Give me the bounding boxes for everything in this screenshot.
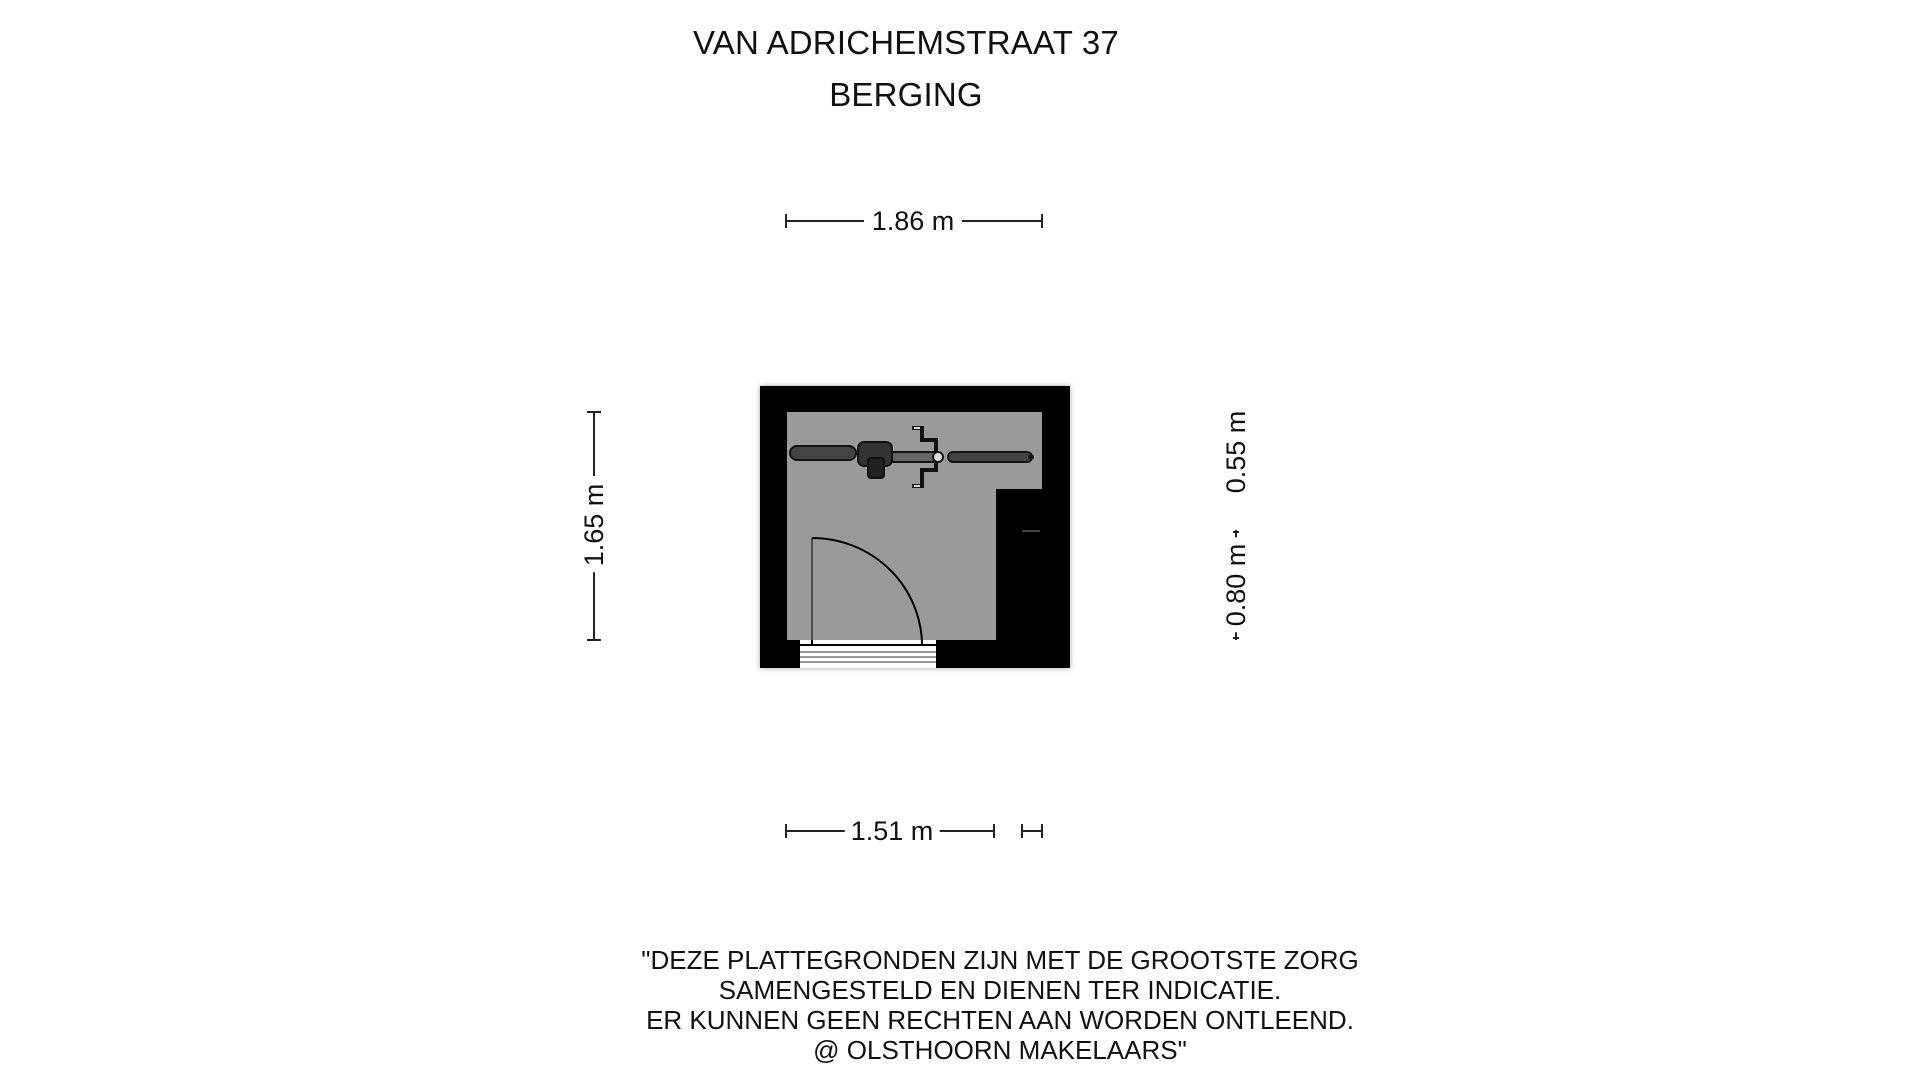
disclaimer-line-4: @ OLSTHOORN MAKELAARS": [813, 1035, 1187, 1065]
disclaimer-line-2: SAMENGESTELD EN DIENEN TER INDICATIE.: [718, 975, 1282, 1005]
storage-block: [996, 489, 1042, 640]
disclaimer-line-1: "DEZE PLATTEGRONDEN ZIJN MET DE GROOTSTE ZORG: [641, 945, 1359, 975]
dimension-label-left: 1.65 m: [579, 478, 609, 573]
address-title: VAN ADRICHEMSTRAAT 37: [693, 24, 1119, 61]
room-name-title: BERGING: [829, 76, 983, 113]
dimension-label-right-lower: 0.80 m: [1221, 538, 1251, 633]
dimension-label-right-upper: 0.55 m: [1221, 405, 1251, 500]
dimension-label-bottom: 1.51 m: [845, 816, 940, 846]
dimension-label-top: 1.86 m: [866, 206, 961, 236]
disclaimer-line-3: ER KUNNEN GEEN RECHTEN AAN WORDEN ONTLEEND.: [646, 1005, 1354, 1035]
disclaimer-text: [0, 945, 1920, 1065]
